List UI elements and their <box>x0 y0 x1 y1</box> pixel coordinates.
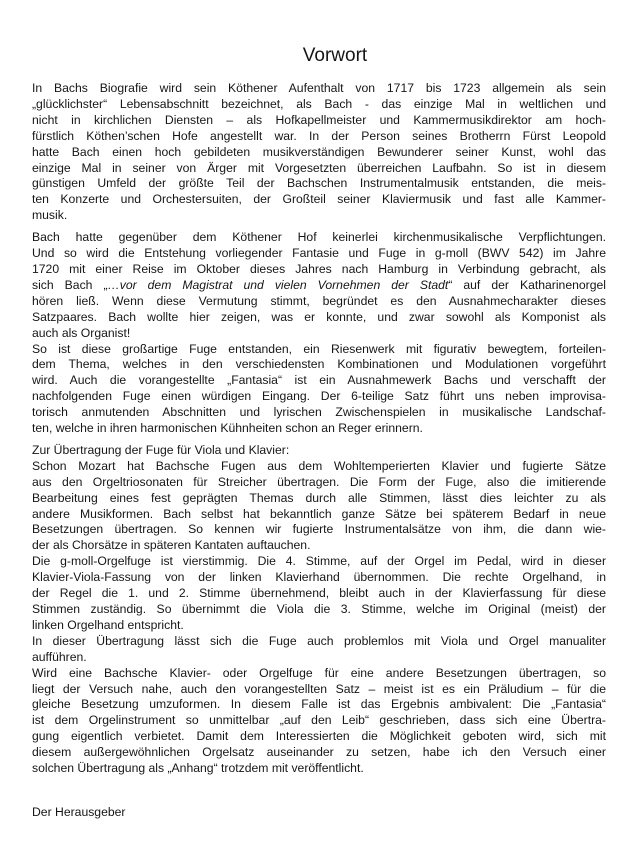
text-line: musik. <box>32 208 68 223</box>
heading-uebertragung <box>32 443 606 459</box>
text-line: liegt der Versuch nahe, auch den vorangestellten Satz – meist ist es ein Präludium – für die <box>32 681 606 696</box>
text-line: gung eigentlich verbietet. Damit dem Interessierten die Möglichkeit geboten wird, sich mit <box>32 729 606 744</box>
text-line: In dieser Übertragung lässt sich die Fuge auch problemlos mit Viola und Orgel manualiter <box>32 633 606 648</box>
text-line: Zur Übertragung der Fuge für Viola und Klavier: <box>32 442 290 457</box>
text-line: aus den Orgeltriosonaten für Streicher übertragen. Die Form der Fuge, also die imitierende <box>32 474 606 489</box>
text-line: andere Musikformen. Bach selbst hat bekanntlich ganze Sätze bei späterem Bedarf in neue <box>32 506 606 521</box>
text-line: Klavier-Viola-Fassung von der linken Klavierhand übernommen. Die rechte Orgelhand, in <box>32 570 606 585</box>
paragraph-mozart-uebertragungen <box>32 459 606 554</box>
text-line: hatte Bach einen hoch gebildeten musikverständigen Bewunderer seiner Kunst, wohl das <box>32 144 606 159</box>
text-run: “ auf der Katharinenorgel <box>448 277 606 292</box>
paragraph-fantasia-anhang <box>32 666 606 777</box>
text-line: der als Chorsätze in späteren Kantaten auftauchen. <box>32 538 311 553</box>
text-line: gleiche Besetzung umzuformen. In diesem Falle ist das Ergebnis ambivalent: Die „Fantasia“ <box>32 697 606 712</box>
text-line: Besetzungen übertragen. So kennen wir fugierte Instrumentalsätze von ihm, die dann wie- <box>32 522 606 537</box>
text-line: solchen Übertragung als „Anhang“ trotzdem mit veröffentlicht. <box>32 761 364 776</box>
text-line: Und so wird die Entstehung vorliegender Fantasie und Fuge in g-moll (BWV 542) im Jahre <box>32 246 606 261</box>
text-line: ist dem Orgelinstrument so unmittelbar „auf den Leib“ geschrieben, dass sich eine Übertra- <box>32 713 606 728</box>
paragraph-fuge-beschreibung <box>32 342 606 437</box>
text-line: „glücklichster“ Lebensabschnitt bezeichnet, als Bach - das einzige Mal in weltlichen und <box>32 96 606 111</box>
text-line: torisch anmutenden Abschnitten und lyrischen Zwischenspielen in musikalische Landschaf- <box>32 405 606 420</box>
text-line: fürstlich Köthen’schen Hofe angestellt war. In der Person seines Brotherrn Fürst Leopold <box>32 128 606 143</box>
page-title: Vorwort <box>302 45 368 66</box>
text-line: Wird eine Bachsche Klavier- oder Orgelfuge für eine andere Besetzungen übertragen, so <box>32 665 606 680</box>
text-line: In Bachs Biografie wird sein Köthener Aufenthalt von 1717 bis 1723 allgemein als sein <box>32 81 606 95</box>
text-line: linken Orgelhand entspricht. <box>32 617 184 632</box>
paragraph-fantasie-fuge-entstehung <box>32 230 606 341</box>
text-line: dem Thema, welches in den verschiedensten Kombinationen und Modulationen vorgeführt <box>32 357 606 372</box>
text-line: Bach hatte gegenüber dem Köthener Hof keinerlei kirchenmusikalische Verpflichtungen. <box>32 230 606 245</box>
text-line: aufführen. <box>32 649 87 664</box>
text-line: Die g-moll-Orgelfuge ist vierstimmig. Die 4. Stimme, auf der Orgel im Pedal, wird in dieser <box>32 554 606 569</box>
paragraph-koethen-biography <box>32 81 606 224</box>
text-line: nachfolgenden Fuge einen würdigen Eingang. Der 6-teilige Satz führt uns neben improvisa- <box>32 389 606 404</box>
text-line: hören ließ. Wenn diese Vermutung stimmt, begründet es den Ausnahmecharakter dieses <box>32 293 606 308</box>
italic-quote-text: …vor dem Magistrat und vielen Vornehmen der Stadt <box>107 277 449 292</box>
text-line: wird. Auch die vorangestellte „Fantasia“ ist ein Ausnahmewerk Bachs und verschafft der <box>32 373 606 388</box>
text-run: sich Bach „ <box>32 277 108 292</box>
text-line: günstigen Umfeld der größte Teil der Bachschen Instrumentalmusik entstanden, die meis- <box>32 176 606 191</box>
text-line: Schon Mozart hat Bachsche Fugen aus dem Wohltemperierten Klavier und fugierte Sätze <box>32 458 606 473</box>
text-line <box>32 278 606 294</box>
text-line: diesem außergewöhnlichen Orgelsatz auseinander zu setzen, habe ich den Versuch einer <box>32 745 606 760</box>
text-line: nicht in kirchlichen Diensten – als Hofkapellmeister und Kammermusikdirektor am hoch- <box>32 112 606 127</box>
paragraph-stimmenverteilung <box>32 554 606 634</box>
text-line: ten, welche in ihren harmonischen Kühnheiten schon an Reger erinnern. <box>32 421 423 436</box>
text-line: 1720 mit einer Reise im Oktober dieses Jahres nach Hamburg in Verbindung gebracht, als <box>32 261 606 276</box>
text-line: Bearbeitung eines fest geprägten Themas durch alle Stimmen, lässt dies leichter zu als <box>32 490 606 505</box>
text-line: einzige Mal in seiner von Ärger mit Vorgesetzten überreichen Laufbahn. So ist in diesem <box>32 160 606 175</box>
text-line: Stimmen zuständig. So übernimmt die Viola die 3. Stimme, welche im Original (meist) der <box>32 602 606 616</box>
signature: Der Herausgeber <box>32 804 126 819</box>
text-line: So ist diese großartige Fuge entstanden, ein Riesenwerk mit figurativ bewegtem, forteilen- <box>32 341 606 356</box>
text-line: ten Konzerte und Orchestersuiten, der Großteil seiner Klaviermusik und fast alle Kammer- <box>32 192 606 207</box>
text-line: der Regel die 1. und 2. Stimme übernehmend, bleibt auch in der Klavierfassung für diese <box>32 586 606 601</box>
document-body <box>32 81 606 777</box>
paragraph-viola-orgel <box>32 634 606 666</box>
text-line: Satzpaares. Bach wollte hier zeigen, was er konnte, und zwar sowohl als Komponist als <box>32 309 606 324</box>
text-line: auch als Organist! <box>32 325 131 340</box>
